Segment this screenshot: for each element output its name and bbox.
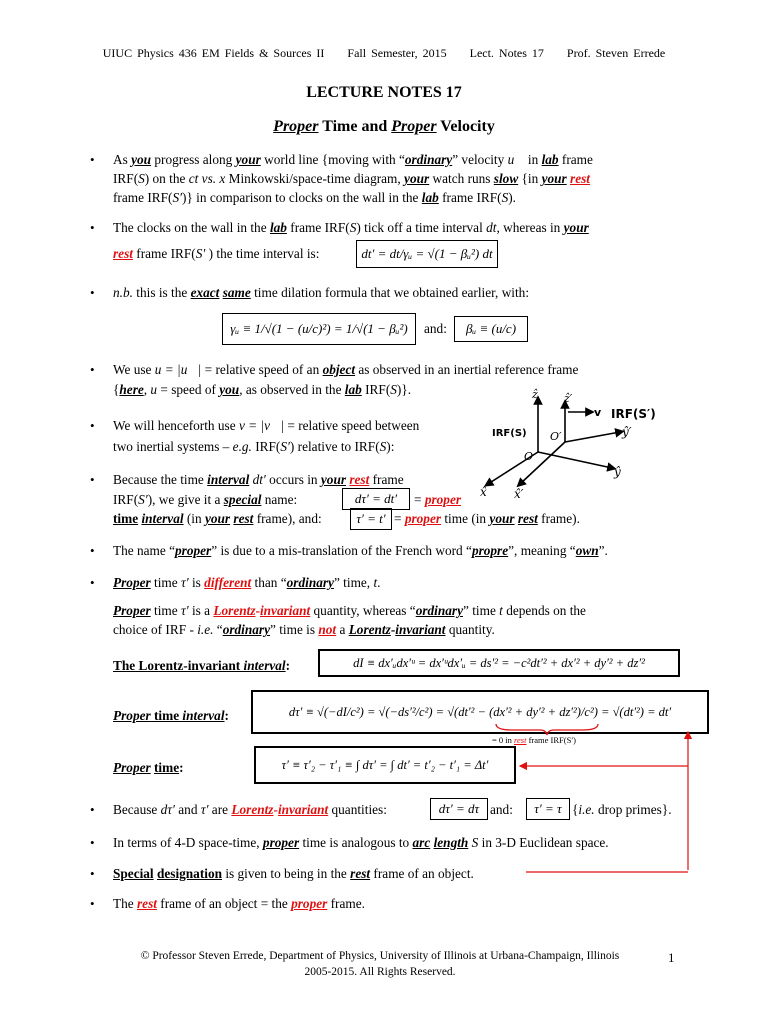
text: frame xyxy=(369,472,404,487)
text: dt xyxy=(486,220,497,235)
bullet-3-line-1 xyxy=(113,283,529,303)
text: proper xyxy=(175,543,212,558)
running-header xyxy=(0,46,768,61)
text: IRF( xyxy=(113,171,139,186)
text: { xyxy=(113,382,120,397)
text: = speed of xyxy=(157,382,220,397)
text: ” time, xyxy=(333,575,374,590)
text: : xyxy=(179,760,184,775)
bullet-marker: • xyxy=(90,472,95,487)
text: S′ xyxy=(280,439,290,454)
bullet-12-line-1 xyxy=(113,894,365,914)
text: ” time is xyxy=(269,622,319,637)
bullet-6-line-2 xyxy=(113,490,297,510)
text: interval xyxy=(182,708,225,723)
bullet-2-line-1 xyxy=(113,218,589,238)
x-hat-label: x̂ xyxy=(480,485,487,499)
text: = xyxy=(414,492,425,507)
z-hat-label: ẑ xyxy=(532,388,538,401)
text: frame IRF( xyxy=(438,190,502,205)
bullet-6-line-3b xyxy=(394,509,580,529)
bullet-marker: • xyxy=(90,418,95,433)
page-number: 1 xyxy=(668,950,675,965)
text: , whereas in xyxy=(496,220,564,235)
text: your xyxy=(235,152,261,167)
bullet-6-line-1 xyxy=(113,470,404,490)
proper-time-interval-box: dτ′ = dt′ xyxy=(342,488,410,510)
text: dt′ xyxy=(252,472,266,487)
text: propre xyxy=(471,543,509,558)
text: time xyxy=(150,575,181,590)
text: In terms of 4-D space-time, xyxy=(113,835,263,850)
velocity-label: v xyxy=(594,406,602,419)
subtitle-word: Velocity xyxy=(436,118,495,135)
text: ) the time interval is: xyxy=(205,246,320,261)
text: = xyxy=(394,511,405,526)
lorentz-interval-label xyxy=(113,656,290,676)
text: t xyxy=(499,603,503,618)
text: IRF( xyxy=(113,492,139,507)
bullet-4-line-2 xyxy=(113,380,411,400)
text: dτ′ xyxy=(160,802,175,817)
frame-s-prime-axes xyxy=(520,404,620,484)
text: i.e. xyxy=(578,802,595,817)
text: S′ xyxy=(195,246,206,261)
text: ordinary xyxy=(404,152,453,167)
text: different xyxy=(204,575,252,590)
text: Because xyxy=(113,802,161,817)
text: x xyxy=(219,171,226,186)
bullet-marker: • xyxy=(90,220,95,235)
text: your xyxy=(404,171,430,186)
text: Lorentz xyxy=(348,622,391,637)
bullet-2-line-2 xyxy=(113,244,319,264)
text: Proper xyxy=(113,760,151,775)
text: rest xyxy=(113,246,133,261)
proper-time-box: τ′ = t′ xyxy=(350,508,392,530)
text: your xyxy=(204,511,231,526)
text: ordinary xyxy=(222,622,270,637)
zero-brace xyxy=(492,722,602,736)
y-axis xyxy=(538,452,612,468)
proper-time-equation: τ′ ≡ τ′₂ − τ′₁ ≡ ∫ dτ′ = ∫ dt′ = t′₂ − t′₁ = Δt′ xyxy=(254,746,516,784)
text: rest xyxy=(233,511,254,526)
bullet-8-line-1 xyxy=(113,573,381,593)
text: The xyxy=(113,896,137,911)
and-label: and: xyxy=(490,802,513,817)
origin-o-label: O xyxy=(524,450,534,463)
text: , xyxy=(143,382,151,397)
header-semester: Fall Semester, 2015 xyxy=(347,46,447,60)
text: IRF( xyxy=(361,382,391,397)
bullet-7-line-1 xyxy=(113,541,608,561)
text: not xyxy=(318,622,337,637)
bullet-marker: • xyxy=(90,152,95,167)
time-dilation-equation: dt′ = dt/γᵤ = √(1 − βᵤ²) dt xyxy=(356,240,498,268)
text: frame IRF( xyxy=(132,246,196,261)
text: frame). xyxy=(537,511,580,526)
text: S xyxy=(390,382,397,397)
text: interval xyxy=(207,472,250,487)
text: quantity. xyxy=(445,622,495,637)
text: frame IRF( xyxy=(113,190,173,205)
bullet-6-line-2b xyxy=(414,490,461,510)
text: your xyxy=(541,171,567,186)
text: ) relative to IRF( xyxy=(289,439,380,454)
text: lab xyxy=(541,152,559,167)
text: progress along xyxy=(151,152,236,167)
bullet-11-line-1 xyxy=(113,864,474,884)
text: e.g. xyxy=(232,439,252,454)
paragraph-line-2 xyxy=(113,620,495,640)
text: ordinary xyxy=(415,603,463,618)
text: - xyxy=(255,603,260,618)
bullet-marker: • xyxy=(90,835,95,850)
bullet-6-line-3 xyxy=(113,509,322,529)
bullet-marker: • xyxy=(90,362,95,377)
text: Lorentz xyxy=(231,802,274,817)
text: proper xyxy=(291,896,328,911)
header-prof: Prof. Steven Errede xyxy=(566,46,666,60)
text: frame), and: xyxy=(253,511,322,526)
bullet-marker: • xyxy=(90,543,95,558)
x-hat-prime-label: x̂′ xyxy=(514,487,524,501)
gamma-definition-equation: γᵤ ≡ 1/√(1 − (u/c)²) = 1/√(1 − βᵤ²) xyxy=(222,313,416,345)
reference-frame-diagram xyxy=(470,388,680,506)
text: frame of an object. xyxy=(370,866,474,881)
text: is xyxy=(188,575,205,590)
text: ) on the xyxy=(144,171,189,186)
text: {in xyxy=(518,171,542,186)
text: a xyxy=(336,622,349,637)
text: time (in xyxy=(441,511,490,526)
text: Proper xyxy=(113,708,151,723)
text: The name “ xyxy=(113,543,176,558)
and-label: and: xyxy=(424,321,447,336)
text: Because the time xyxy=(113,472,208,487)
text: We will henceforth use xyxy=(113,418,239,433)
text: The Lorentz-invariant xyxy=(113,658,244,673)
text: designation xyxy=(156,866,222,881)
text: you xyxy=(131,152,152,167)
x-prime-axis xyxy=(520,442,565,484)
text: τ′ xyxy=(180,603,189,618)
text: i.e. xyxy=(197,622,214,637)
bullet-5-line-2 xyxy=(113,437,394,457)
text: ” time xyxy=(462,603,500,618)
text: watch runs xyxy=(429,171,494,186)
origin-o-prime-label: O′ xyxy=(550,430,562,443)
bullet-1-line-1 xyxy=(113,150,593,170)
proper-time-interval-label xyxy=(113,706,229,726)
text: IRF( xyxy=(251,439,281,454)
text: exact xyxy=(190,285,220,300)
header-notes: Lect. Notes 17 xyxy=(469,46,544,60)
text: slow xyxy=(493,171,519,186)
bullet-9-line-1 xyxy=(113,800,387,820)
page-subtitle xyxy=(0,118,768,136)
text: S xyxy=(471,835,479,850)
text: rest xyxy=(517,511,538,526)
text: arc xyxy=(412,835,431,850)
text: - xyxy=(273,802,278,817)
irf-s-prime-label: IRF(S′) xyxy=(611,407,656,421)
text: lab xyxy=(344,382,362,397)
text: : xyxy=(285,658,291,673)
text: v = |v⃗| xyxy=(238,418,285,433)
text: invariant xyxy=(395,622,446,637)
text: S xyxy=(379,439,387,454)
text: quantities: xyxy=(328,802,387,817)
text: time xyxy=(150,708,183,723)
text: The clocks on the wall in the xyxy=(113,220,270,235)
text: n.b. xyxy=(113,285,133,300)
text: you xyxy=(219,382,240,397)
proper-time-label xyxy=(113,758,184,778)
text: Proper xyxy=(113,603,151,618)
text: in 3-D Euclidean space. xyxy=(478,835,609,850)
tau-invariant-box: τ′ = τ xyxy=(526,798,570,820)
text: u = |u⃗| xyxy=(154,362,202,377)
text: ct xyxy=(188,171,199,186)
text: proper xyxy=(262,835,300,850)
irf-s-label: IRF(S) xyxy=(492,428,527,439)
text: u xyxy=(150,382,158,397)
text: time xyxy=(150,603,181,618)
text: u⃗ xyxy=(507,152,525,167)
bullet-marker: • xyxy=(90,575,95,590)
text: ). xyxy=(508,190,516,205)
text: t xyxy=(373,575,378,590)
text: ordinary xyxy=(286,575,334,590)
text: Special xyxy=(113,866,154,881)
bullet-marker: • xyxy=(90,896,95,911)
bullet-marker: • xyxy=(90,866,95,881)
beta-definition-equation: βᵤ ≡ (u/c) xyxy=(454,316,528,342)
text: ” is due to a mis-translation of the French word “ xyxy=(211,543,472,558)
text: in xyxy=(524,152,542,167)
text: ”, meaning “ xyxy=(508,543,576,558)
text: S xyxy=(349,220,357,235)
text: frame of an object = the xyxy=(156,896,292,911)
text: invariant xyxy=(259,603,311,618)
y-hat-label: ŷ xyxy=(614,465,621,479)
bullet-1-line-3 xyxy=(113,188,516,208)
bullet-marker: • xyxy=(90,285,95,300)
text: rest xyxy=(349,472,370,487)
text: rest xyxy=(350,866,371,881)
text: time xyxy=(113,511,139,526)
text: your xyxy=(563,220,589,235)
text: = 0 in xyxy=(492,735,515,745)
text: ) tick off a time interval xyxy=(356,220,487,235)
text: )} in comparison to clocks on the wall in the xyxy=(182,190,422,205)
y-hat-prime-label: ŷ′ xyxy=(622,425,632,439)
y-prime-axis xyxy=(565,432,620,442)
text: lab xyxy=(421,190,439,205)
text: { xyxy=(572,802,579,817)
text: your xyxy=(320,472,347,487)
text: choice of IRF - xyxy=(113,622,198,637)
dtau-invariant-box: dτ′ = dτ xyxy=(430,798,488,820)
text: . xyxy=(377,575,381,590)
text: rest xyxy=(514,735,527,745)
text: same xyxy=(222,285,251,300)
text: S xyxy=(138,171,145,186)
text: : xyxy=(224,708,229,723)
text: S xyxy=(501,190,509,205)
subtitle-word: Proper xyxy=(273,118,319,135)
text: vs. xyxy=(198,171,220,186)
text: special xyxy=(223,492,262,507)
text: name: xyxy=(261,492,298,507)
text: frame. xyxy=(327,896,365,911)
text: this is the xyxy=(132,285,191,300)
text: rest xyxy=(570,171,590,186)
text: occurs in xyxy=(265,472,321,487)
text: than “ xyxy=(251,575,287,590)
text: frame xyxy=(558,152,593,167)
text: ”. xyxy=(598,543,608,558)
text: rest xyxy=(137,896,157,911)
bullet-1-line-2 xyxy=(113,169,590,189)
text: are xyxy=(208,802,232,817)
text: S′ xyxy=(138,492,148,507)
text: interval xyxy=(243,658,286,673)
text: time xyxy=(154,760,180,775)
subtitle-word: Proper xyxy=(391,118,437,135)
paragraph-line-1 xyxy=(113,601,586,621)
text: depends on the xyxy=(502,603,586,618)
header-course: UIUC Physics 436 EM Fields & Sources II xyxy=(102,46,325,60)
text: time dilation formula that we obtained earlier, with: xyxy=(250,285,530,300)
text: your xyxy=(489,511,515,526)
z-hat-prime-label: ẑ′ xyxy=(564,392,573,405)
footer-line-2: 2005-2015. All Rights Reserved. xyxy=(304,966,456,978)
text: , as observed in the xyxy=(239,382,345,397)
text: As xyxy=(113,152,132,167)
text: ): xyxy=(386,439,395,454)
footer xyxy=(100,948,660,980)
bullet-4-line-1 xyxy=(113,360,578,380)
proper-time-interval-equation: dτ′ ≡ √(−dI/c²) = √(−ds′²/c²) = √(dt′² − (dx′² + dy′² + dz′²)/c²) = √(dt′²) = dt′ xyxy=(251,690,709,734)
zero-in-rest-frame-note xyxy=(492,735,576,745)
text: is a xyxy=(188,603,214,618)
page-title: LECTURE NOTES 17 xyxy=(306,84,462,101)
text: frame IRF(S′) xyxy=(526,735,577,745)
lorentz-interval-equation: dI ≡ dx′ᵤdx′ᵘ = dx′ᵘdx′ᵤ = ds′² = −c²dt′² + dx′² + dy′² + dz′² xyxy=(318,649,680,677)
text: world line {moving with “ xyxy=(260,152,405,167)
text: proper xyxy=(424,492,462,507)
text: Lorentz xyxy=(213,603,256,618)
text: is given to being in the xyxy=(222,866,351,881)
text: Proper xyxy=(113,575,151,590)
text: drop primes}. xyxy=(594,802,672,817)
text: object xyxy=(322,362,356,377)
text: τ′ xyxy=(180,575,189,590)
text: ), we give it a xyxy=(147,492,224,507)
text: = relative speed of an xyxy=(201,362,323,377)
text: two inertial systems – xyxy=(113,439,233,454)
text: S′ xyxy=(172,190,183,205)
text: frame IRF( xyxy=(286,220,350,235)
text: lab xyxy=(269,220,287,235)
text: invariant xyxy=(277,802,329,817)
bullet-9-tail xyxy=(572,800,672,820)
text: = relative speed between xyxy=(284,418,420,433)
footer-line-1: © Professor Steven Errede, Department of Physics, University of Illinois at Urbana-Champaign, Illinois xyxy=(140,950,620,962)
text: length xyxy=(433,835,469,850)
text: and xyxy=(174,802,201,817)
bullet-marker: • xyxy=(90,802,95,817)
text: We use xyxy=(113,362,155,377)
text: own xyxy=(575,543,599,558)
text: here xyxy=(119,382,144,397)
bullet-10-line-1 xyxy=(113,833,609,853)
text: as observed in an inertial reference frame xyxy=(355,362,579,377)
text: - xyxy=(390,622,396,637)
bullet-5-line-1 xyxy=(113,416,419,436)
text: Minkowski/space-time diagram, xyxy=(225,171,405,186)
text: )}. xyxy=(396,382,412,397)
text: interval xyxy=(141,511,184,526)
subtitle-word: Time and xyxy=(318,118,392,135)
text: proper xyxy=(404,511,442,526)
text: time is analogous to xyxy=(299,835,413,850)
text: quantity, whereas “ xyxy=(310,603,416,618)
text: τ′ xyxy=(200,802,209,817)
text: “ xyxy=(213,622,223,637)
text: (in xyxy=(183,511,205,526)
text: ” velocity xyxy=(452,152,508,167)
